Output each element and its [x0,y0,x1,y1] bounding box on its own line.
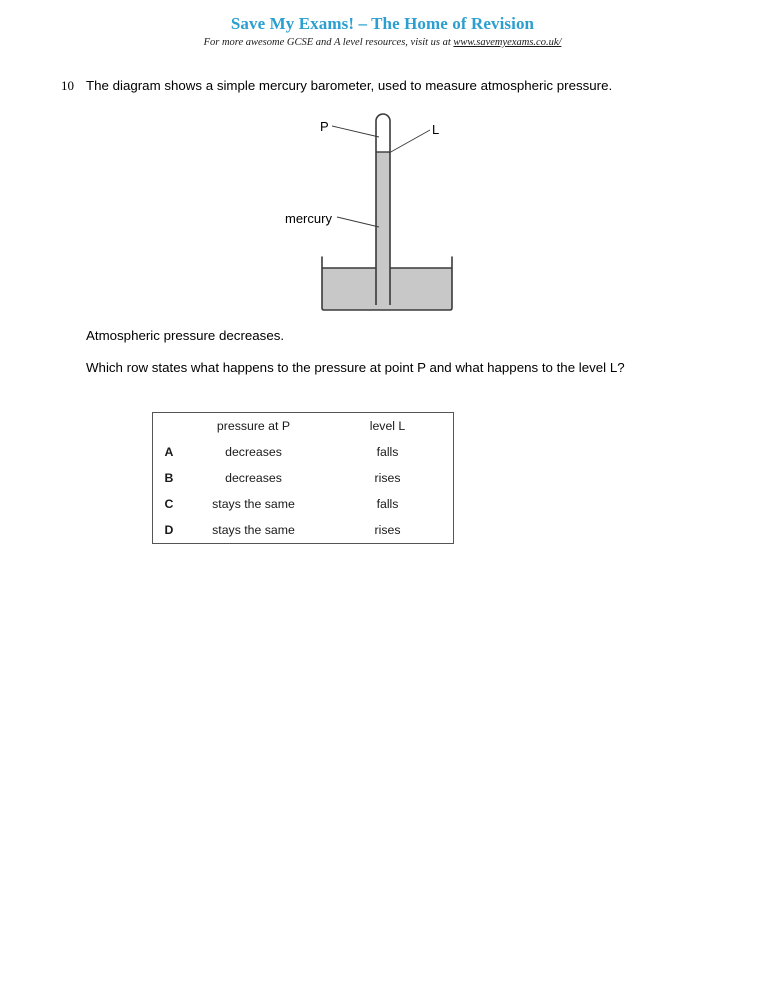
option-letter: B [164,471,174,485]
leader-line-mercury [337,217,379,227]
option-letter: D [164,523,174,537]
answer-options-table [152,412,454,544]
site-subtitle [0,36,765,50]
table-row[interactable] [153,491,454,517]
option-letter: A [164,445,174,459]
statement-atmospheric-pressure: Atmospheric pressure decreases. [86,328,285,343]
page-header [0,14,765,50]
question-number: 10 [61,78,74,93]
table-row[interactable] [153,439,454,465]
diagram-label-point-p: P [320,119,329,134]
question-stem: The diagram shows a simple mercury barometer, used to measure atmospheric pressure. [86,78,613,93]
option-level-l: falls [376,445,399,459]
option-pressure-at-p: decreases [225,445,282,459]
leader-line-l [389,130,430,153]
table-row[interactable] [153,517,454,544]
answer-options-table-container [152,412,454,544]
option-level-l: rises [374,523,401,537]
option-level-l: falls [376,497,399,511]
site-subtitle-text: For more awesome GCSE and A level resources, visit us at [203,37,454,48]
option-pressure-at-p: decreases [225,471,282,485]
site-title: Save My Exams! – The Home of Revision [230,14,535,33]
option-pressure-at-p: stays the same [212,497,295,511]
table-header-blank [153,413,186,440]
leader-line-p [332,126,379,137]
statement-question-prompt: Which row states what happens to the pressure at point P and what happens to the level L? [86,360,625,375]
table-header-row [153,413,454,440]
option-letter: C [164,497,174,511]
option-pressure-at-p: stays the same [212,523,295,537]
diagram-label-level-l: L [432,122,440,137]
diagram-label-mercury: mercury [285,211,332,226]
table-header-level-l: level L [369,419,406,433]
table-row[interactable] [153,465,454,491]
table-header-pressure-at-p: pressure at P [216,419,291,433]
tube-mercury-fill [376,152,390,310]
site-url-link[interactable]: www.savemyexams.co.uk/ [453,37,562,48]
mercury-barometer-diagram [275,105,475,320]
option-level-l: rises [374,471,401,485]
